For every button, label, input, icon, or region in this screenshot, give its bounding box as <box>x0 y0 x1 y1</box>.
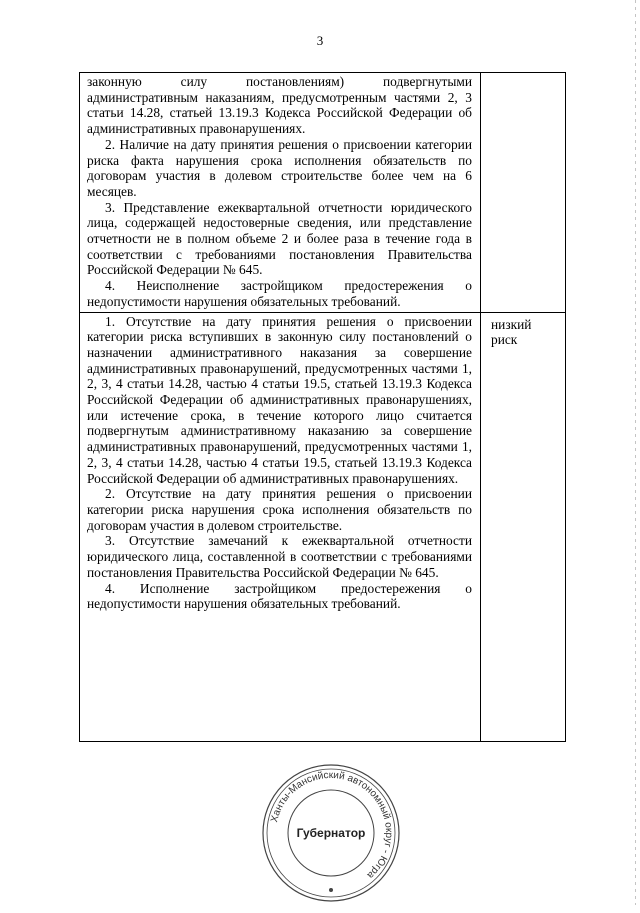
governor-stamp <box>256 758 406 908</box>
criteria-paragraph: законную силу постановлениям) подвергнутыми административным наказаниям, предусмотренным частями 2, 3 статьи 14.28, статьей 13.19.3 Кодекса Российской Федерации об административных правонарушениях. <box>87 74 472 137</box>
page-number: 3 <box>316 33 324 48</box>
table-row <box>80 312 566 741</box>
criteria-paragraph: 3. Представление ежеквартальной отчетности юридического лица, содержащей недостоверные сведения, или представление отчетности не в полном объеме 2 и более раза в течение года в соответствии с требованиями постановления Правительства Российской Федерации № 645. <box>87 199 472 278</box>
risk-category-cell: низкий риск <box>481 312 566 741</box>
table-row <box>80 73 566 313</box>
risk-category-cell <box>481 73 566 313</box>
stamp-seal-icon <box>256 758 406 908</box>
criteria-paragraph: 2. Отсутствие на дату принятия решения о присвоении категории риска нарушения срока исполнения обязательств по договорам участия в долевом строительстве. <box>87 486 472 533</box>
criteria-cell <box>80 312 481 741</box>
stamp-center-text: Губернатор <box>296 826 366 840</box>
criteria-paragraph: 3. Отсутствие замечаний к ежеквартальной отчетности юридического лица, составленной в соответствии с требованиями постановления Правительства Российской Федерации № 645. <box>87 533 472 580</box>
criteria-paragraph: 4. Исполнение застройщиком предостережения о недопустимости нарушения обязательных требований. <box>87 580 472 612</box>
criteria-paragraph: 2. Наличие на дату принятия решения о присвоении категории риска факта нарушения срока исполнения обязательств по договорам участия в долевом строительстве более чем на 6 месяцев. <box>87 136 472 199</box>
criteria-paragraph: 1. Отсутствие на дату принятия решения о присвоении категории риска вступивших в законную силу постановлений о назначении административного наказания за совершение административных правонарушений, предусмотренных частями 1, 2, 3, 4 статьи 14.28, частью 4 статьи 19.5, статьей 13.19.3 Кодекса Российской Федерации об административных правонарушениях, или истечение срока, в течение которого лицо считается подвергнутым административному наказанию за совершение административных правонарушений, предусмотренных частями 1, 2, 3, 4 статьи 14.28, частью 4 статьи 19.5, статьей 13.19.3 Кодекса Российской Федерации об административных правонарушениях. <box>87 313 472 486</box>
criteria-cell <box>80 73 481 313</box>
stamp-ring-text: Ханты-Мансийский автономный округ - Югра <box>269 769 395 881</box>
scan-edge <box>635 0 636 905</box>
risk-criteria-table <box>79 72 566 742</box>
criteria-paragraph: 4. Неисполнение застройщиком предостережения о недопустимости нарушения обязательных требований. <box>87 278 472 309</box>
